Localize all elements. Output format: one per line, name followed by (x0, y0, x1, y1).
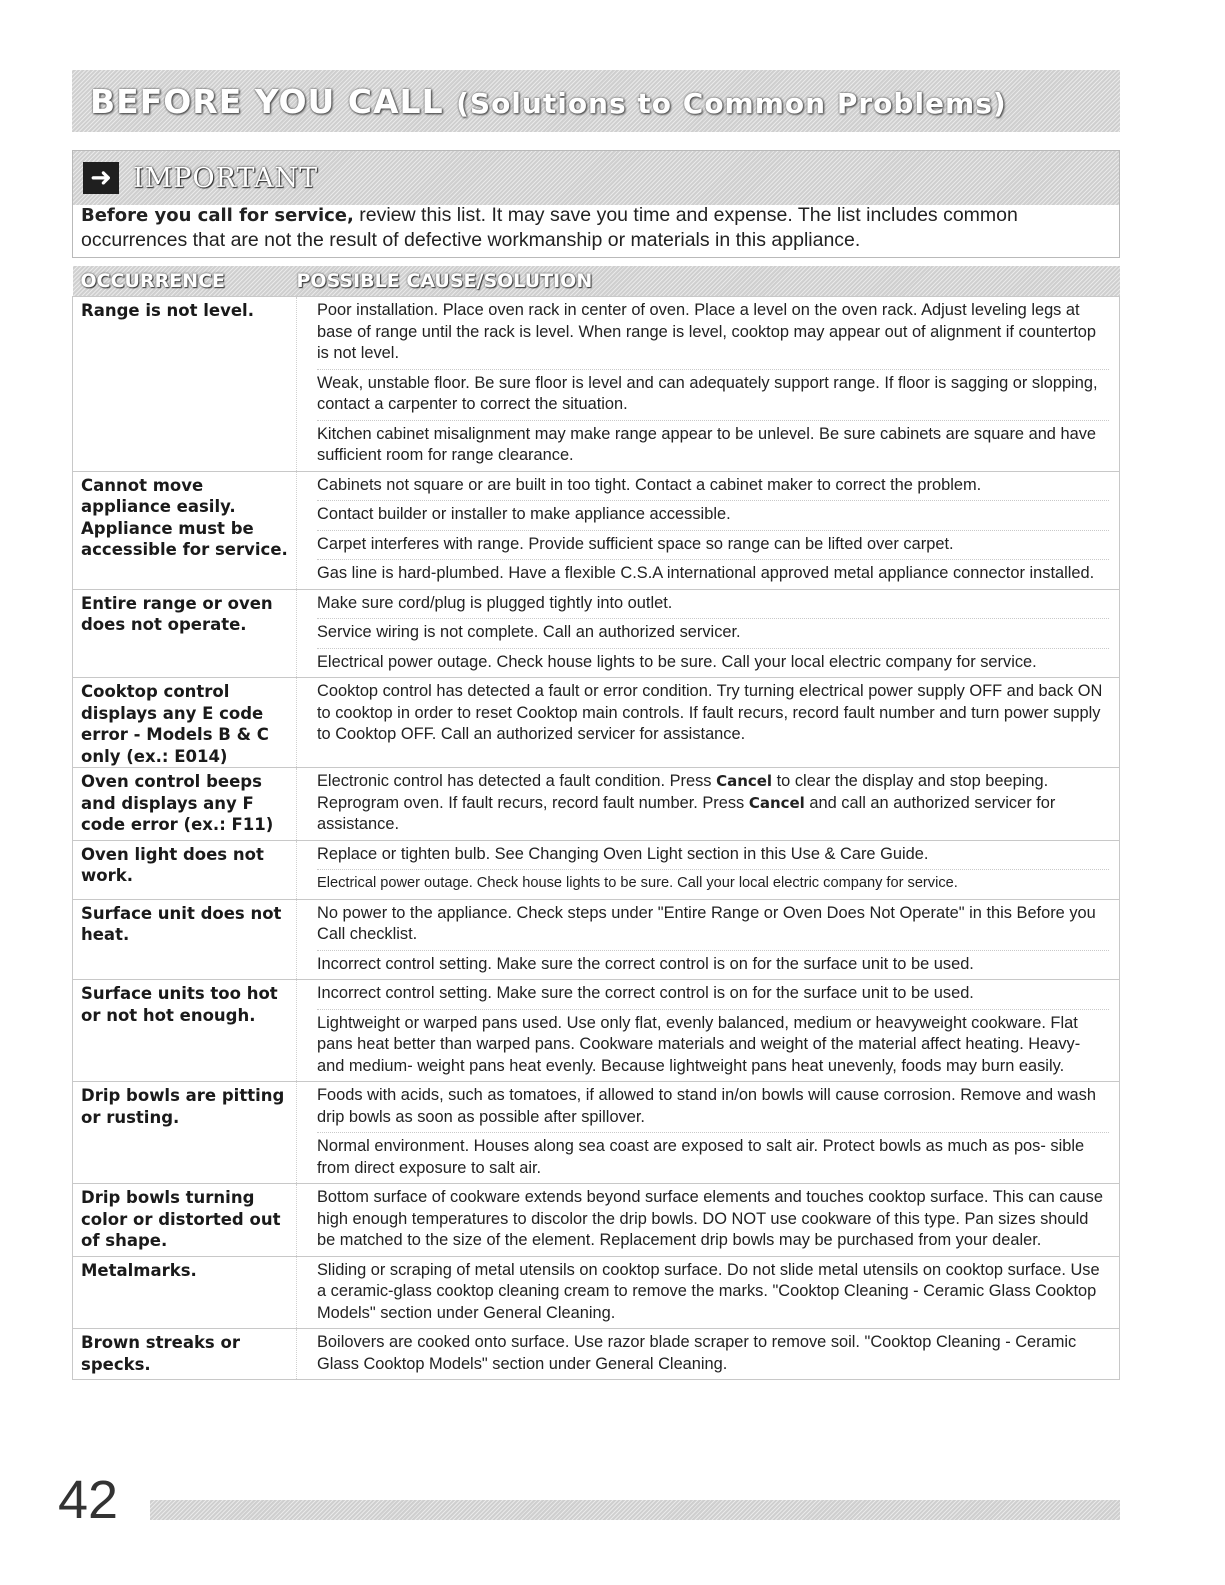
table-row (73, 589, 1120, 678)
cancel-keyword: Cancel (716, 772, 773, 790)
important-header (73, 151, 1119, 205)
arrow-right-box-icon: ➜ (83, 162, 119, 194)
solution-item: No power to the appliance. Check steps under "Entire Range or Oven Does Not Operate" in this Before you Call checklist. (317, 900, 1109, 951)
solution-item: Foods with acids, such as tomatoes, if allowed to stand in/on bowls will cause corrosion. Remove and wash drip bowls as soon as possible after spillover. (317, 1082, 1109, 1133)
banner-main-title: BEFORE YOU CALL (90, 81, 444, 121)
table-row (73, 678, 1120, 768)
solution-item: Lightweight or warped pans used. Use only flat, evenly balanced, medium or heavyweight cookware. Flat pans heat better than warped pans. Cookware materials and weight of the material affect heating. Heavy- and medium- weight pans heat evenly. Because lightweight pans heat unevenly, foods may burn easily. (317, 1013, 1081, 1075)
solution-cell (297, 1082, 1120, 1184)
solution-cell (297, 980, 1120, 1082)
solution-text: and call an authorized servicer for assistance. (317, 793, 1056, 833)
solution-cell (297, 768, 1120, 841)
important-lead: Before you call for service, (81, 205, 354, 226)
page-footer (58, 1470, 1120, 1530)
solution-cell (297, 678, 1120, 768)
page-number: 42 (58, 1470, 119, 1530)
solution-item: Sliding or scraping of metal utensils on cooktop surface. Do not slide metal utensils on cooktop surface. Use a ceramic-glass cooktop cleaning cream to remove the marks. "Cooktop Cleaning - Ceramic Glass Cooktop Models" section under General Cleaning. (317, 1260, 1100, 1322)
occurrence-cell: Metalmarks. (73, 1256, 297, 1329)
solution-item (317, 768, 1109, 840)
solution-item: Replace or tighten bulb. See Changing Oven Light section in this Use & Care Guide. (317, 841, 1109, 871)
table-row (73, 980, 1120, 1082)
table-row (73, 1256, 1120, 1329)
solution-item: Contact builder or installer to make appliance accessible. (317, 501, 1109, 531)
solution-item: Poor installation. Place oven rack in center of oven. Place a level on the oven rack. Adjust leveling legs at base of range until the rack is level. When range is level, cooktop may appear out of alignment if countertop is not level. (317, 297, 1109, 370)
occurrence-cell: Cooktop control displays any E code error - Models B & C only (ex.: E014) (73, 678, 297, 768)
occurrence-cell: Cannot move appliance easily. Appliance must be accessible for service. (73, 471, 297, 589)
occurrence-cell: Surface unit does not heat. (73, 899, 297, 980)
solution-cell (297, 471, 1120, 589)
table-row (73, 297, 1120, 472)
solution-item: Gas line is hard-plumbed. Have a flexible C.S.A international approved metal appliance connector installed. (317, 564, 1095, 582)
occurrence-cell: Range is not level. (73, 297, 297, 472)
solution-cell (297, 1184, 1120, 1257)
solution-item: Electrical power outage. Check house lights to be sure. Call your local electric company for service. (317, 875, 958, 891)
important-body: review this list. It may save you time and expense. The list includes common occurrences that are not the result of defective workmanship or materials in this appliance. (81, 204, 1018, 251)
important-notice (72, 150, 1120, 258)
table-row (73, 1184, 1120, 1257)
solution-item: Bottom surface of cookware extends beyond surface elements and touches cooktop surface. This can cause high enough temperatures to discolor the drip bowls. DO NOT use cookware of this type. Pan sizes should be matched to the size of the element. Replacement drip bowls may be purchased from your dealer. (317, 1188, 1103, 1249)
solution-cell (297, 840, 1120, 899)
occurrence-cell: Entire range or oven does not operate. (73, 589, 297, 678)
solution-cell (297, 297, 1120, 472)
solution-item: Normal environment. Houses along sea coast are exposed to salt air. Protect bowls as much as pos- sible from direct exposure to salt air. (317, 1137, 1085, 1177)
occurrence-cell: Drip bowls turning color or distorted out of shape. (73, 1184, 297, 1257)
solution-item: Electrical power outage. Check house lights to be sure. Call your local electric company for service. (317, 652, 1037, 671)
cancel-keyword: Cancel (748, 793, 805, 812)
banner-title (90, 82, 1007, 121)
solution-item: Boilovers are cooked onto surface. Use razor blade scraper to remove soil. "Cooktop Cleaning - Ceramic Glass Cooktop Models" section under General Cleaning. (317, 1333, 1077, 1373)
solution-cell (297, 1329, 1120, 1380)
solution-item: Weak, unstable floor. Be sure floor is level and can adequately support range. If floor is sagging or slopping, contact a carpenter to correct the situation. (317, 370, 1109, 421)
solution-item: Make sure cord/plug is plugged tightly into outlet. (317, 590, 1109, 620)
solution-item: Cabinets not square or are built in too tight. Contact a cabinet maker to correct the problem. (317, 472, 1109, 502)
occurrence-cell: Oven control beeps and displays any F code error (ex.: F11) (73, 768, 297, 841)
solution-item: Service wiring is not complete. Call an authorized servicer. (317, 619, 1109, 649)
troubleshooting-table (72, 266, 1120, 1380)
banner-subtitle: (Solutions to Common Problems) (456, 86, 1007, 120)
table-row (73, 768, 1120, 841)
table-row (73, 1082, 1120, 1184)
solution-item: Incorrect control setting. Make sure the correct control is on for the surface unit to be used. (317, 980, 1109, 1010)
occurrence-cell: Drip bowls are pitting or rusting. (73, 1082, 297, 1184)
solution-cell (297, 589, 1120, 678)
solution-item: Kitchen cabinet misalignment may make range appear to be unlevel. Be sure cabinets are square and have sufficient room for range clearance. (317, 424, 1097, 464)
solution-cell (297, 899, 1120, 980)
occurrence-cell: Brown streaks or specks. (73, 1329, 297, 1380)
solution-item: Incorrect control setting. Make sure the correct control is on for the surface unit to be used. (317, 954, 974, 973)
solution-item: Carpet interferes with range. Provide sufficient space so range can be lifted over carpet. (317, 531, 1109, 561)
occurrence-cell: Oven light does not work. (73, 840, 297, 899)
table-header-row (73, 266, 1120, 297)
footer-bar (150, 1500, 1120, 1520)
page-banner (72, 70, 1120, 132)
solution-text: Electronic control has detected a fault condition. Press (317, 772, 717, 790)
header-occurrence: OCCURRENCE (80, 270, 226, 292)
important-title: IMPORTANT (133, 162, 319, 194)
solution-cell (297, 1256, 1120, 1329)
important-text (81, 203, 1109, 252)
table-row (73, 471, 1120, 589)
header-solution: POSSIBLE CAUSE/SOLUTION (296, 270, 593, 292)
table-row (73, 899, 1120, 980)
table-row (73, 1329, 1120, 1380)
solution-text: to clear the display and stop beeping. Reprogram oven. If fault recurs, record fault number. Press (317, 772, 1049, 812)
occurrence-cell: Surface units too hot or not hot enough. (73, 980, 297, 1082)
solution-item: Cooktop control has detected a fault or error condition. Try turning electrical power supply OFF and back ON to cooktop in order to reset Cooktop main controls. If fault recurs, record fault number and turn power supply to Cooktop OFF. Call an authorized servicer for assistance. (317, 682, 1103, 743)
table-row (73, 840, 1120, 899)
